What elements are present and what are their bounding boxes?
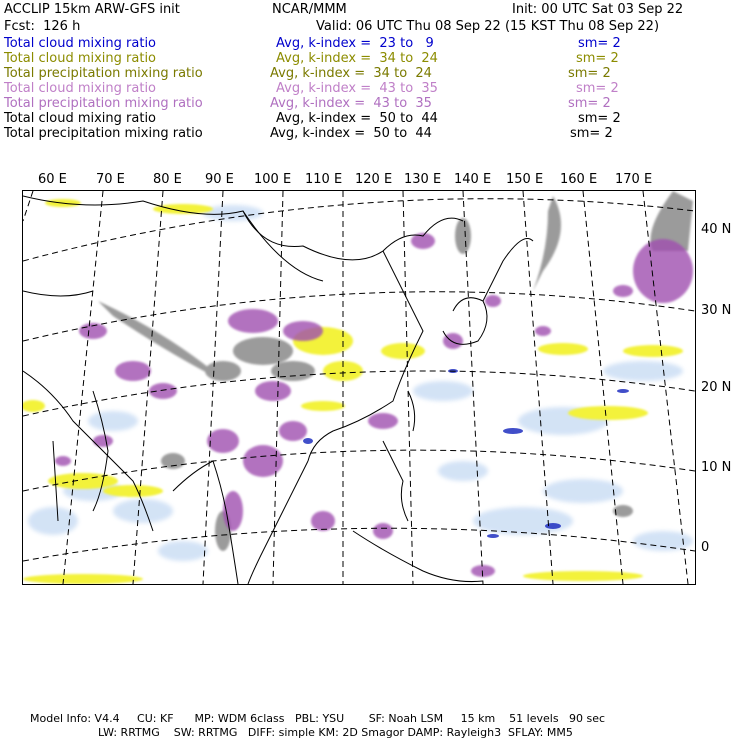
legend-field-2: Total cloud mixing ratio [4,51,157,66]
legend-avg-5: Avg, k-index = 43 to 35 [270,96,432,111]
legend-avg-2: Avg, k-index = 34 to 24 [276,51,438,66]
lon-label-60e: 60 E [38,172,67,187]
legend-field-5: Total precipitation mixing ratio [4,96,203,111]
model-title: ACCLIP 15km ARW-GFS init [4,2,180,17]
legend-sm-6: sm= 2 [578,111,621,126]
lat-label-30n: 30 N [701,303,732,318]
legend-avg-4: Avg, k-index = 43 to 35 [276,81,438,96]
legend-sm-7: sm= 2 [570,126,613,141]
lon-label-110e: 110 E [305,172,343,187]
lat-label-10n: 10 N [701,460,732,475]
organization-label: NCAR/MMM [272,2,347,17]
lon-label-140e: 140 E [454,172,492,187]
lat-label-40n: 40 N [701,222,732,237]
cloud-yellow-layer [23,199,683,584]
legend-sm-1: sm= 2 [578,36,621,51]
lon-label-90e: 90 E [205,172,234,187]
legend-avg-7: Avg, k-index = 50 to 44 [270,126,432,141]
legend-field-4: Total cloud mixing ratio [4,81,157,96]
lon-label-160e: 160 E [560,172,598,187]
valid-time: Valid: 06 UTC Thu 08 Sep 22 (15 KST Thu 08 Sep 22) [316,19,660,34]
lon-label-70e: 70 E [96,172,125,187]
lon-label-130e: 130 E [404,172,442,187]
legend-field-1: Total cloud mixing ratio [4,36,157,51]
map-canvas [23,191,695,584]
model-info-line1: Model Info: V4.4 CU: KF MP: WDM 6class PBL: YSU SF: Noah LSM 15 km 51 levels 90 sec [30,712,606,725]
init-time: Init: 00 UTC Sat 03 Sep 22 [512,2,684,17]
legend-avg-6: Avg, k-index = 50 to 44 [276,111,438,126]
map-panel [22,190,696,585]
cloud-light-blue-layer [28,205,693,561]
forecast-hour: Fcst: 126 h [4,19,81,34]
legend-sm-5: sm= 2 [568,96,611,111]
lon-label-150e: 150 E [506,172,544,187]
lon-label-120e: 120 E [355,172,393,187]
lon-label-170e: 170 E [615,172,653,187]
lon-label-80e: 80 E [153,172,182,187]
legend-avg-3: Avg, k-index = 34 to 24 [270,66,432,81]
legend-sm-4: sm= 2 [576,81,619,96]
lat-label-0: 0 [701,540,710,555]
model-info-line2: LW: RRTMG SW: RRTMG DIFF: simple KM: 2D Smagor DAMP: Rayleigh3 SFLAY: MM5 [98,726,573,739]
legend-sm-2: sm= 2 [576,51,619,66]
lon-label-100e: 100 E [254,172,292,187]
legend-field-7: Total precipitation mixing ratio [4,126,203,141]
legend-sm-3: sm= 2 [568,66,611,81]
legend-avg-1: Avg, k-index = 23 to 9 [276,36,434,51]
lat-label-20n: 20 N [701,380,732,395]
legend-field-3: Total precipitation mixing ratio [4,66,203,81]
legend-field-6: Total cloud mixing ratio [4,111,157,126]
graticule [23,191,695,584]
